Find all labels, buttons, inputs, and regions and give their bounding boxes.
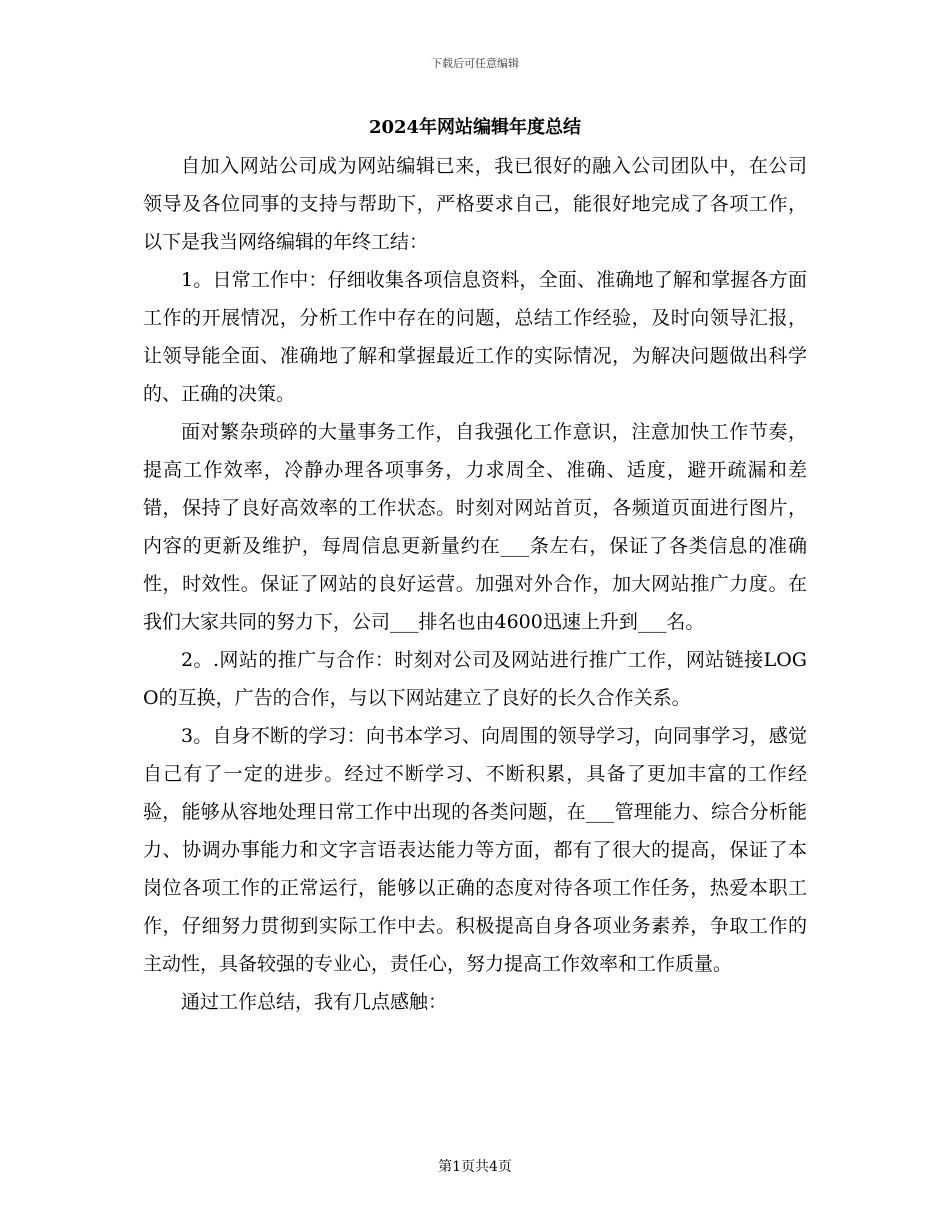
page-number: 第1页共4页 <box>438 1159 512 1175</box>
document-body <box>143 147 807 1021</box>
paragraph-daily-work: 1。日常工作中：仔细收集各项信息资料，全面、准确地了解和掌握各方面工作的开展情况，分析工作中存在的问题，总结工作经验，及时向领导汇报，让领导能全面、准确地了解和掌握最近工作的实际情况，为解决问题做出科学的、正确的决策。 <box>143 269 807 405</box>
header-note: 下载后可任意编辑 <box>431 57 519 70</box>
paragraph-promotion: 2。.网站的推广与合作：时刻对公司及网站进行推广工作，网站链接LOGO的互换，广告的合作，与以下网站建立了良好的长久合作关系。 <box>143 649 807 709</box>
document-title: 2024年网站编辑年度总结 <box>368 117 582 138</box>
paragraph-learning: 3。自身不断的学习：向书本学习、向周围的领导学习，向同事学习，感觉自己有了一定的进步。经过不断学习、不断积累，具备了更加丰富的工作经验，能够从容地处理日常工作中出现的各类问题，在___管理能力、综合分析能力、协调办事能力和文字言语表达能力等方面，都有了很大的提高，保证了本岗位各项工作的正常运行，能够以正确的态度对待各项工作任务，热爱本职工作，仔细努力贯彻到实际工作中去。积极提高自身各项业务素养，争取工作的主动性，具备较强的专业心，责任心，努力提高工作效率和工作质量。 <box>143 725 807 975</box>
paragraph-intro: 自加入网站公司成为网站编辑已来，我已很好的融入公司团队中，在公司领导及各位同事的支持与帮助下，严格要求自己，能很好地完成了各项工作，以下是我当网络编辑的年终工结： <box>143 155 807 253</box>
paragraph-affairs: 面对繁杂琐碎的大量事务工作，自我强化工作意识，注意加快工作节奏，提高工作效率，冷静办理各项事务，力求周全、准确、适度，避开疏漏和差错，保持了良好高效率的工作状态。时刻对网站首页，各频道页面进行图片，内容的更新及维护，每周信息更新量约在___条左右，保证了各类信息的准确性，时效性。保证了网站的良好运营。加强对外合作，加大网站推广力度。在我们大家共同的努力下，公司___排名也由4600迅速上升到___名。 <box>143 421 807 633</box>
paragraph-reflection: 通过工作总结，我有几点感触： <box>181 991 448 1013</box>
